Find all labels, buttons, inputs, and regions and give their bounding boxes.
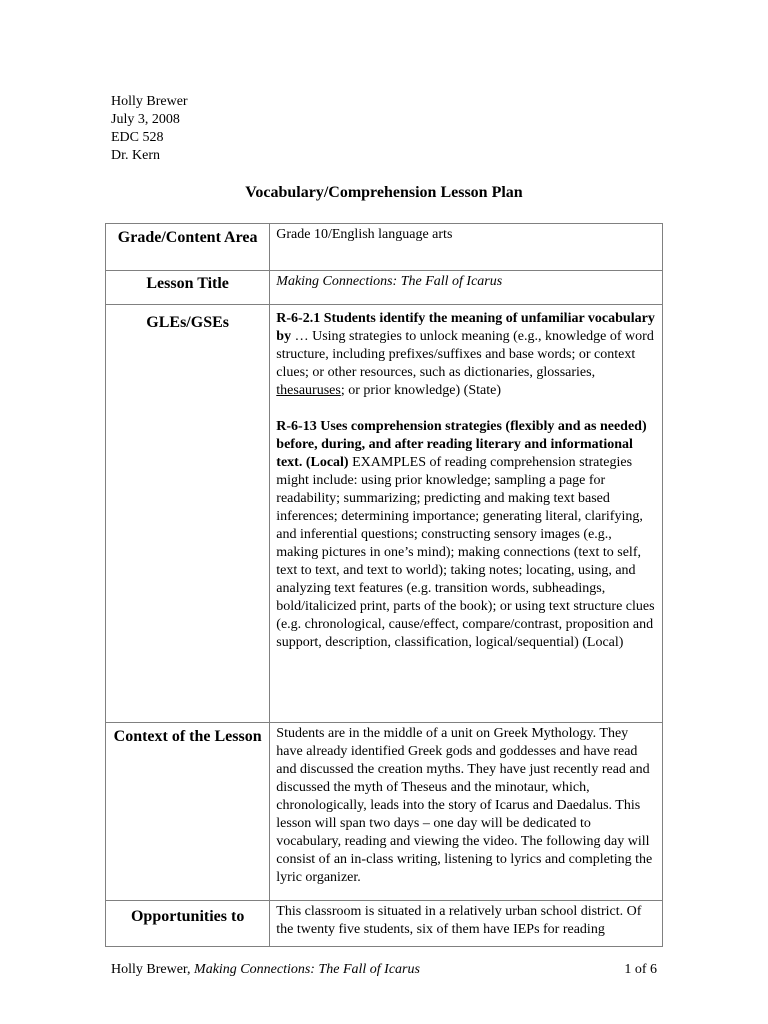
lesson-title-label: Lesson Title <box>106 271 270 305</box>
document-date: July 3, 2008 <box>111 112 180 127</box>
page-number: 1 of 6 <box>624 962 657 977</box>
gle-underlined-word: thesauruses <box>276 383 341 398</box>
opportunities-value <box>270 901 663 947</box>
context-label: Context of the Lesson <box>106 723 270 901</box>
gle-text-1a: … Using strategies to unlock meaning (e.g., knowledge of word structure, including prefixes/suffixes and base words; or context clues; or other resources, such as dictionaries, glossaries, <box>276 329 654 380</box>
footer-separator: , <box>187 962 195 977</box>
gle-paragraph-1 <box>276 310 656 400</box>
document-title: Vocabulary/Comprehension Lesson Plan <box>245 184 523 201</box>
gles-label: GLEs/GSEs <box>106 305 270 723</box>
gle-standard-1: R-6-2.1 Students identify the meaning of unfamiliar vocabulary by <box>276 311 655 344</box>
table-row-grade <box>106 224 663 271</box>
footer-author: Holly Brewer <box>111 962 188 977</box>
table-row-context <box>106 723 663 901</box>
page-footer <box>111 961 657 979</box>
gle-text-1b: ; or prior knowledge) (State) <box>340 383 502 398</box>
grade-label: Grade/Content Area <box>106 224 270 271</box>
lesson-plan-table <box>105 223 663 947</box>
gle-paragraph-2 <box>276 418 656 652</box>
table-row-opportunities <box>106 901 663 947</box>
gle-standard-2: R-6-13 Uses comprehension strategies (flexibly and as needed) before, during, and after reading literary and informational text. (Local) <box>276 419 647 470</box>
author-info-block <box>111 93 188 165</box>
author-name: Holly Brewer <box>111 94 188 109</box>
grade-value: Grade 10/English language arts <box>270 224 663 271</box>
footer-title: Making Connections: The Fall of Icarus <box>194 962 420 977</box>
instructor-name: Dr. Kern <box>111 148 160 163</box>
table-row-lesson-title <box>106 271 663 305</box>
gle-text-2: EXAMPLES of reading comprehension strategies might include: using prior knowledge; sampling a page for readability; summarizing; predicting and making text based inferences; determining importance; generating literal, clarifying, and inferential questions; constructing sensory images (e.g., making pictures in one’s mind); making connections (text to self, text to text, and text to world); taking notes; locating, using, and analyzing text features (e.g. transition words, subheadings, bold/italicized print, parts of the book); or using text structure clues (e.g. chronological, cause/effect, compare/contrast, proposition and support, description, classification, logical/sequential) (Local) <box>276 455 655 650</box>
lesson-title-value: Making Connections: The Fall of Icarus <box>270 271 663 305</box>
context-value: Students are in the middle of a unit on Greek Mythology. They have already identified Greek gods and goddesses and have read and discussed the creation myths. They have just recently read and discussed the myth of Theseus and the minotaur, which, chronologically, leads into the story of Icarus and Daedalus. This lesson will span two days – one day will be dedicated to vocabulary, reading and viewing the video. The following day will consist of an in-class writing, listening to lyrics and completing the lyric organizer. <box>270 723 663 901</box>
course-code: EDC 528 <box>111 130 164 145</box>
opportunities-label: Opportunities to <box>106 901 270 947</box>
gles-value <box>270 305 663 723</box>
opportunities-text: This classroom is situated in a relatively urban school district. Of the twenty five students, six of them have IEPs for reading <box>276 904 642 937</box>
table-row-gles <box>106 305 663 723</box>
